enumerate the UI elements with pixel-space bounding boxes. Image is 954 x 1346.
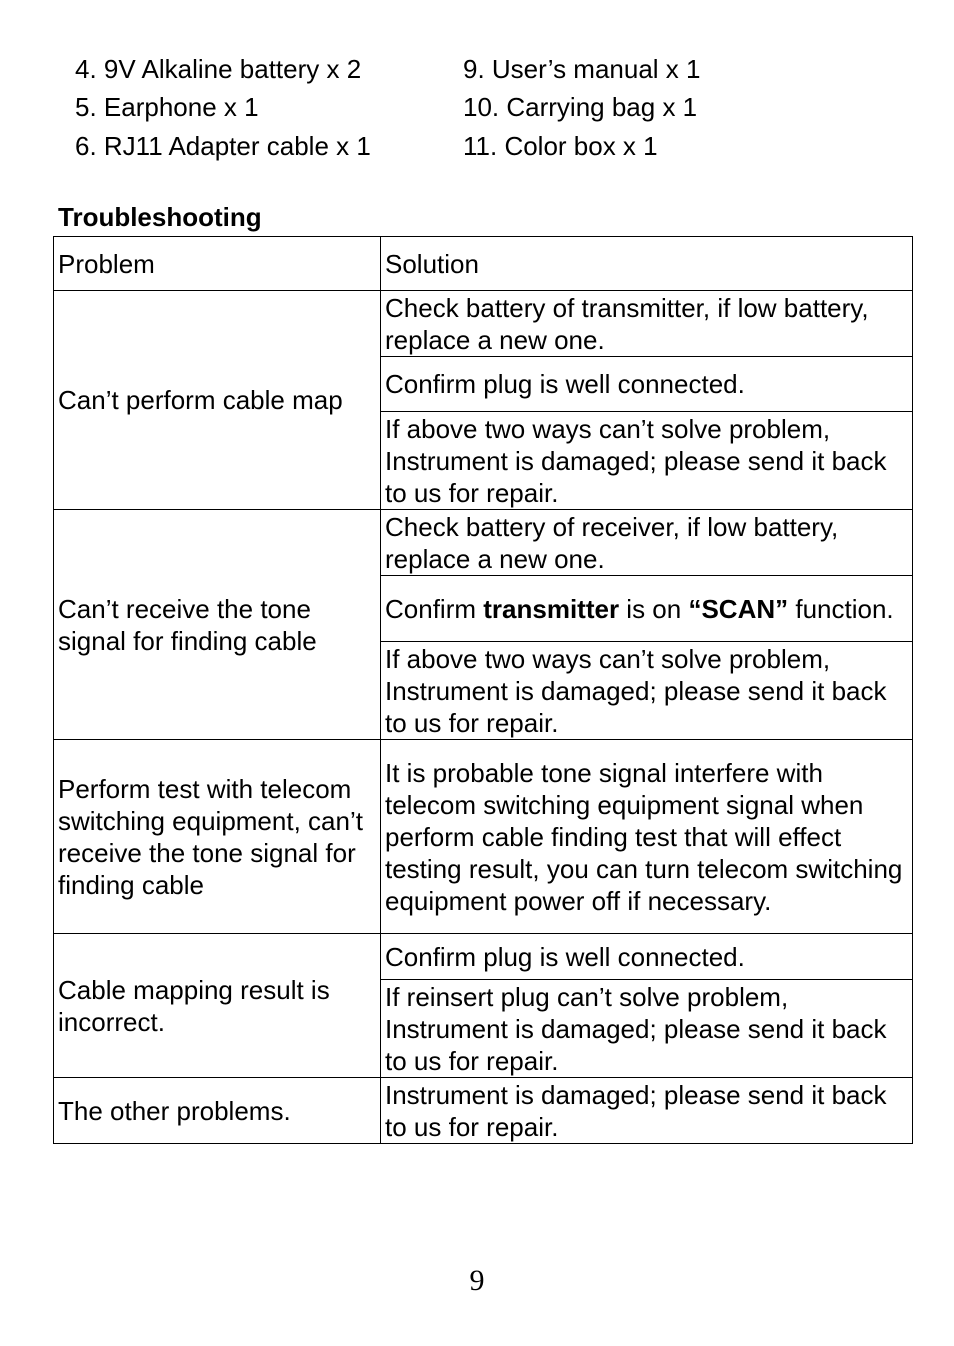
table-row bbox=[54, 510, 913, 576]
contents-item-4: 4. 9V Alkaline battery x 2 bbox=[75, 54, 362, 84]
table-header-row bbox=[54, 237, 913, 291]
solution-cell: It is probable tone signal interfere with telecom switching equipment signal when perform cable finding test that will effect testing result, you can turn telecom switching equipment power off if necessary. bbox=[381, 740, 913, 934]
solution-cell: Confirm plug is well connected. bbox=[381, 357, 913, 412]
solution-cell: If above two ways can’t solve problem, Instrument is damaged; please send it back to us for repair. bbox=[381, 642, 913, 740]
solution-text: is on bbox=[619, 593, 689, 624]
troubleshooting-table bbox=[53, 236, 913, 1144]
problem-cell: Can’t receive the tone signal for finding cable bbox=[54, 510, 381, 740]
solution-cell: Confirm plug is well connected. bbox=[381, 934, 913, 980]
solution-cell: Check battery of transmitter, if low battery, replace a new one. bbox=[381, 291, 913, 357]
solution-text: function. bbox=[788, 593, 894, 624]
problem-cell: Perform test with telecom switching equipment, can’t receive the tone signal for finding cable bbox=[54, 740, 381, 934]
header-problem: Problem bbox=[54, 237, 381, 291]
contents-item-6: 6. RJ11 Adapter cable x 1 bbox=[75, 131, 371, 161]
contents-item-11: 11. Color box x 1 bbox=[463, 131, 658, 161]
problem-cell: Cable mapping result is incorrect. bbox=[54, 934, 381, 1078]
contents-item-10: 10. Carrying bag x 1 bbox=[463, 92, 698, 122]
problem-cell: The other problems. bbox=[54, 1078, 381, 1144]
section-heading: Troubleshooting bbox=[58, 202, 262, 232]
contents-item-9: 9. User’s manual x 1 bbox=[463, 54, 701, 84]
table-row bbox=[54, 1078, 913, 1144]
page-number: 9 bbox=[469, 1264, 485, 1297]
problem-cell: Can’t perform cable map bbox=[54, 291, 381, 510]
solution-cell: Check battery of receiver, if low battery, replace a new one. bbox=[381, 510, 913, 576]
solution-cell bbox=[381, 576, 913, 642]
solution-text: Confirm bbox=[385, 593, 484, 624]
table-row bbox=[54, 291, 913, 357]
transmitter-bold: transmitter bbox=[483, 593, 620, 624]
header-solution: Solution bbox=[381, 237, 913, 291]
table-row bbox=[54, 740, 913, 934]
solution-cell: Instrument is damaged; please send it back to us for repair. bbox=[381, 1078, 913, 1144]
contents-item-5: 5. Earphone x 1 bbox=[75, 92, 259, 122]
table-row bbox=[54, 934, 913, 980]
solution-cell: If above two ways can’t solve problem, Instrument is damaged; please send it back to us for repair. bbox=[381, 412, 913, 510]
scan-bold: “SCAN” bbox=[688, 593, 789, 624]
solution-cell: If reinsert plug can’t solve problem, Instrument is damaged; please send it back to us for repair. bbox=[381, 980, 913, 1078]
